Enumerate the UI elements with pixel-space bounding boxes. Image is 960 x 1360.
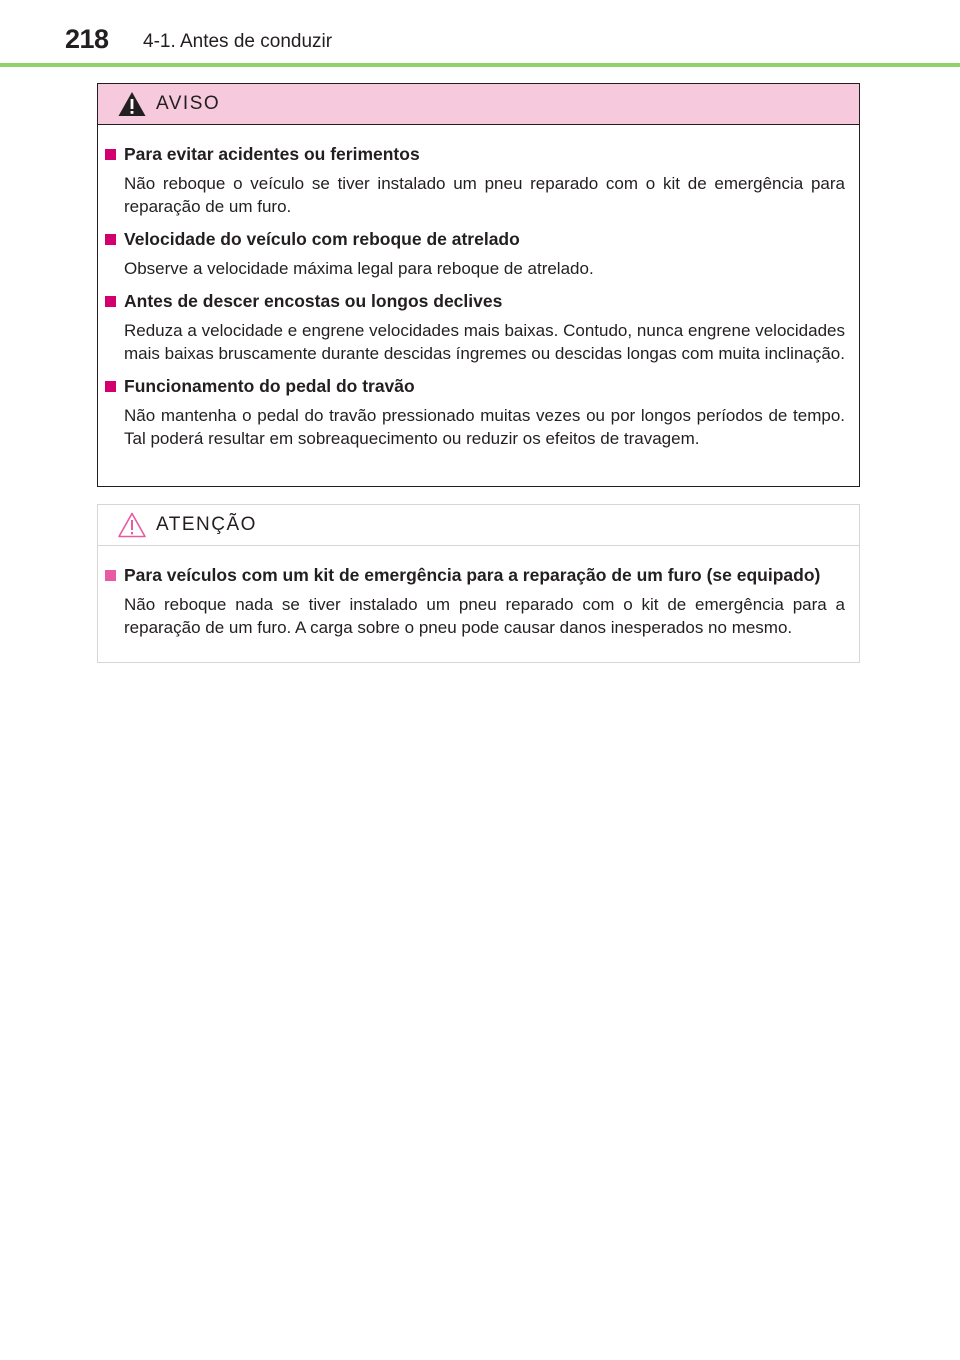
header-divider: [0, 63, 960, 67]
warning-item: [105, 374, 845, 450]
caution-item-text: Não reboque nada se tiver instalado um pneu reparado com o kit de emergência para a reparação de um furo. A carga sobre o pneu pode causar danos inesperados no mesmo.: [124, 595, 845, 637]
warning-item-text: Não mantenha o pedal do travão pressionado muitas vezes ou por longos períodos de tempo. Tal poderá resultar em sobreaquecimento ou reduzir os efeitos de travagem.: [124, 406, 845, 448]
caution-item-title: Para veículos com um kit de emergência para a reparação de um furo (se equipado): [124, 565, 821, 585]
caution-item: [105, 563, 845, 639]
warning-item-title: Para evitar acidentes ou ferimentos: [124, 144, 420, 164]
page-number: 218: [65, 24, 109, 54]
square-bullet-icon: [105, 381, 116, 392]
caution-box-body: [98, 546, 859, 639]
warning-item: [105, 289, 845, 365]
warning-item: [105, 142, 845, 218]
warning-item-text: Reduza a velocidade e engrene velocidades mais baixas. Contudo, nunca engrene velocidades mais baixas bruscamente durante descidas íngremes ou descidas longas com muita inclinação.: [124, 321, 845, 363]
square-bullet-icon: [105, 149, 116, 160]
caution-triangle-outline-icon: [117, 511, 147, 539]
warning-item-text: Observe a velocidade máxima legal para reboque de atrelado.: [124, 259, 594, 278]
square-bullet-icon: [105, 296, 116, 307]
square-bullet-icon: [105, 570, 116, 581]
warning-box: [97, 83, 860, 487]
warning-box-title: AVISO: [156, 93, 221, 114]
caution-box-header: [98, 505, 859, 546]
warning-item-title: Funcionamento do pedal do travão: [124, 376, 415, 396]
warning-item-title: Antes de descer encostas ou longos declives: [124, 291, 503, 311]
warning-item-title: Velocidade do veículo com reboque de atrelado: [124, 229, 520, 249]
section-title: 4-1. Antes de conduzir: [143, 31, 333, 52]
warning-item: [105, 227, 845, 280]
square-bullet-icon: [105, 234, 116, 245]
caution-box-title: ATENÇÃO: [156, 514, 257, 535]
page-header: [0, 0, 960, 68]
caution-box: [97, 504, 860, 663]
warning-box-header: [98, 84, 859, 125]
warning-box-body: [98, 125, 859, 450]
warning-item-text: Não reboque o veículo se tiver instalado um pneu reparado com o kit de emergência para reparação de um furo.: [124, 174, 845, 216]
warning-triangle-filled-icon: [117, 90, 147, 118]
